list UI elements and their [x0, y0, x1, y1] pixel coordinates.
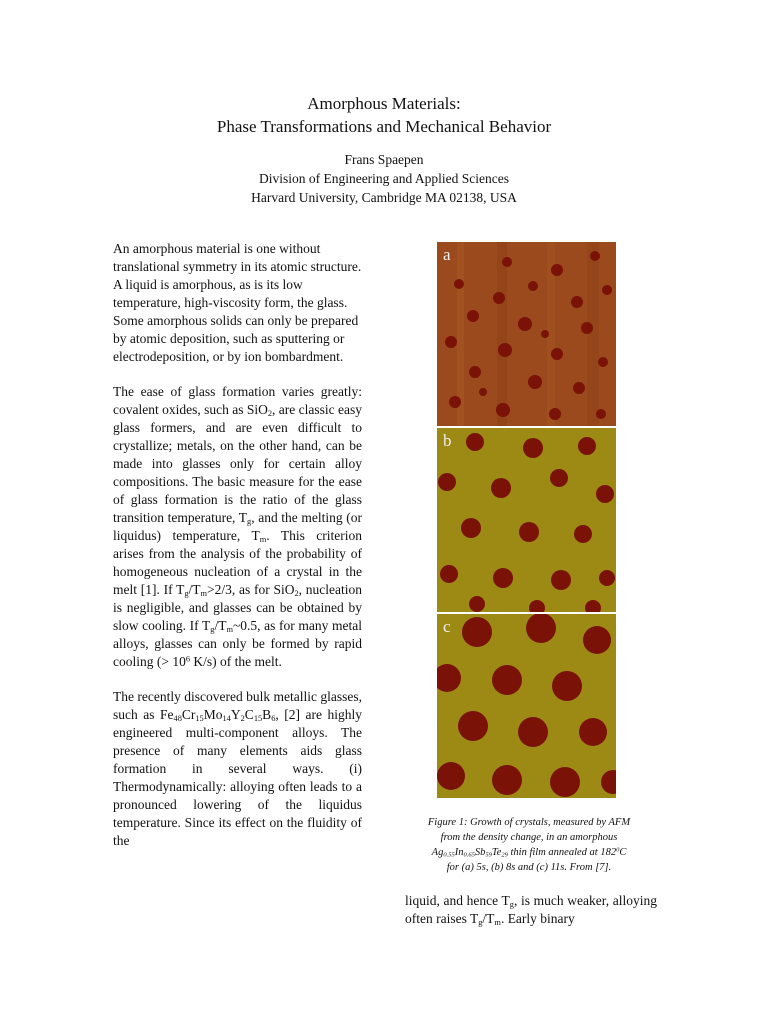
figure-caption [398, 815, 660, 875]
paper-title [0, 92, 768, 138]
afm-panel-b [437, 428, 616, 612]
author-block [0, 150, 768, 207]
caption-line-4: for (a) 5s, (b) 8s and (c) 11s. From [7]. [446, 862, 612, 873]
panel-label-c: c [443, 617, 451, 636]
author-address: Harvard University, Cambridge MA 02138, USA [251, 190, 517, 205]
right-column: liquid, and hence $T_g$, is much weaker, alloying often raises $T_g/T_m$. Early binary [405, 893, 657, 928]
afm-image-b [437, 428, 616, 612]
afm-panel-c [437, 614, 616, 798]
paragraph-2: The ease of glass formation varies greatly: covalent oxides, such as SiO$_2$, are classic easy glass formers, and are even difficult to crystallize; metals, on the other hand, can be made into glasses only for certain alloy compositions. The basic measure for the ease of glass formation is the ratio of the glass transition temperature, $T_g$, and the melting (or liquidus) temperature, $T_m$. This criterion arises from the analysis of the probability of homogeneous nucleation of a crystal in the melt [1]. If $T_g/T_m>2/3$, as for SiO$_2$, nucleation is negligible, and glasses can be obtained by slow cooling. If $T_g/T_m\sim 0.5$, as for many metal alloys, glasses can only be formed by rapid cooling (> $10^6$ K/s) of the melt. [113, 384, 363, 669]
author-division: Division of Engineering and Applied Sciences [258, 171, 510, 186]
caption-line-1: Figure 1: Growth of crystals, measured by AFM [427, 817, 631, 828]
caption-line-2: from the density change, in an amorphous [440, 832, 618, 843]
afm-panel-a [437, 242, 616, 426]
title-line-2: Phase Transformations and Mechanical Behavior [216, 117, 552, 136]
left-column [113, 240, 362, 867]
figure-1 [437, 242, 616, 798]
panel-label-a: a [443, 245, 451, 264]
paragraph-3: The recently discovered bulk metallic glasses, such as $Fe_{48}Cr_{15}Mo_{14}Y_2C_{15}B_6$, [2] are highly engineered multi-component alloys. The presence of many elements aids glass formation in several ways. (i) Thermodynamically: alloying often leads to a pronounced lowering of the liquidus temperature. Since its effect on the fluidity of the [113, 689, 362, 848]
paragraph-1: An amorphous material is one without translational symmetry in its atomic structure. A liquid is amorphous, as is its low temperature, high-viscosity form, the glass. Some amorphous solids can only be prepared by atomic deposition, such as sputtering or electrodeposition, or by ion bombardment. [113, 241, 362, 364]
author-name: Frans Spaepen [344, 152, 424, 167]
panel-label-b: b [443, 431, 452, 450]
caption-line-3: $Ag_{0.55}In_{0.65}Sb_{59}Te_{29}$ thin film annealed at $182^0C$ [431, 846, 627, 859]
afm-image-a [437, 242, 616, 426]
afm-image-c [437, 614, 616, 798]
title-line-1: Amorphous Materials: [307, 94, 461, 113]
